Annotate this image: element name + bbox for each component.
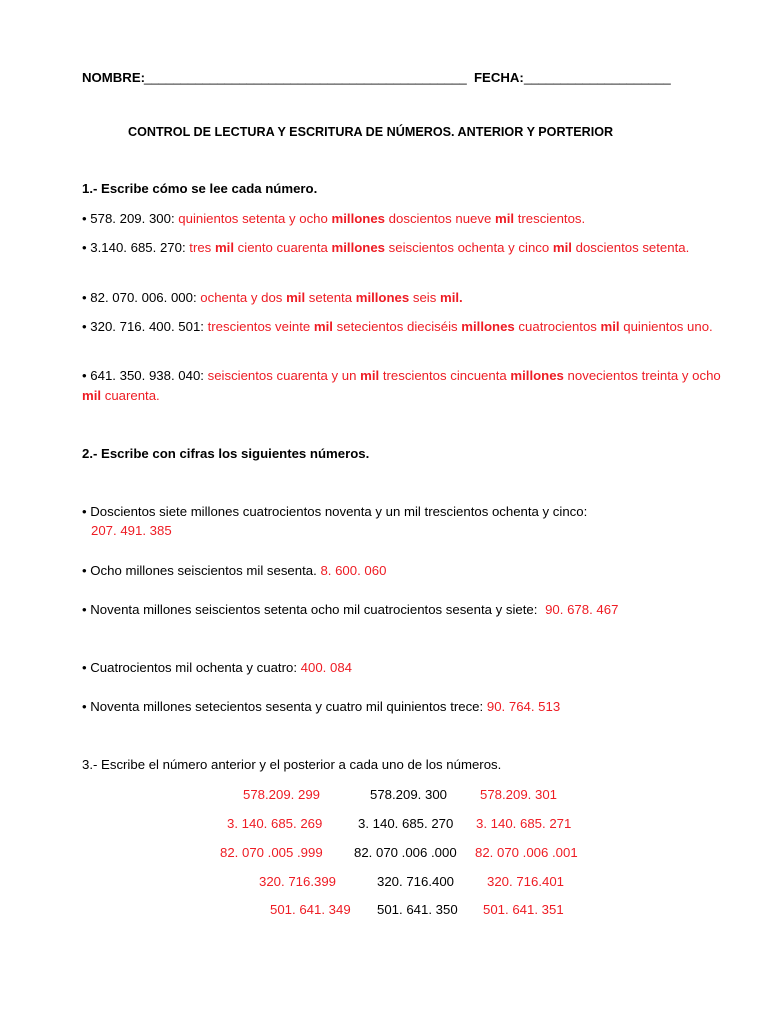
section2-item-3	[82, 602, 618, 617]
number-label: • 320. 716. 400. 501:	[82, 319, 204, 334]
item-text: Noventa millones seiscientos setenta ocho mil cuatrocientos sesenta y siete:	[90, 602, 538, 617]
answer-fragment: ochenta y dos	[200, 290, 287, 305]
answer-fragment: doscientos setenta.	[571, 240, 690, 255]
name-line[interactable]: ____________________________________________	[144, 70, 467, 85]
answer-keyword: mil.	[440, 290, 463, 305]
answer-fragment: ciento cuarenta	[234, 240, 332, 255]
row4-after: 320. 716.401	[487, 874, 565, 889]
row3-before: 82. 070 .005 .999	[220, 845, 323, 860]
answer-fragment: doscientos nueve	[385, 211, 495, 226]
item-text: Noventa millones setecientos sesenta y cuatro mil quinientos trece:	[90, 699, 484, 714]
section1-item-3	[82, 288, 732, 308]
answer-fragment: setecientos dieciséis	[332, 319, 462, 334]
answer-keyword: mil	[82, 388, 102, 403]
answer-keyword: millones	[331, 211, 386, 226]
answer-fragment: novecientos treinta y ocho	[563, 368, 721, 383]
item-answer: 90. 764. 513	[486, 699, 561, 714]
row2-number: 3. 140. 685. 270	[358, 816, 454, 831]
answer-fragment: cuarenta.	[101, 388, 160, 403]
reading-answer	[178, 211, 585, 226]
answer-fragment: trescientos cincuenta	[379, 368, 511, 383]
page-title: CONTROL DE LECTURA Y ESCRITURA DE NÚMEROS. ANTERIOR Y PORTERIOR	[128, 125, 614, 139]
answer-keyword: mil	[313, 319, 333, 334]
section2-item-5	[82, 699, 560, 714]
answer-keyword: mil	[360, 368, 380, 383]
answer-keyword: mil	[495, 211, 515, 226]
answer-fragment: tres	[189, 240, 215, 255]
reading-answer	[208, 319, 713, 334]
section2-item-2	[82, 563, 386, 578]
section1-heading: 1.- Escribe cómo se lee cada número.	[82, 181, 318, 196]
row1-number: 578.209. 300	[370, 787, 448, 802]
row3-number: 82. 070 .006 .000	[354, 845, 457, 860]
answer-fragment: seis	[409, 290, 440, 305]
section1-item-1	[82, 209, 732, 229]
answer-fragment: trescientos.	[514, 211, 586, 226]
section2-item-4	[82, 660, 352, 675]
answer-keyword: mil	[552, 240, 572, 255]
row4-number: 320. 716.400	[377, 874, 455, 889]
row2-before: 3. 140. 685. 269	[227, 816, 323, 831]
answer-keyword: mil	[214, 240, 234, 255]
row3-after: 82. 070 .006 .001	[475, 845, 578, 860]
date-label: FECHA:	[474, 70, 524, 85]
answer-keyword: millones	[510, 368, 564, 383]
answer-fragment: quinientos uno.	[619, 319, 713, 334]
answer-keyword: millones	[355, 290, 410, 305]
number-label: • 3.140. 685. 270:	[82, 240, 186, 255]
row2-after: 3. 140. 685. 271	[476, 816, 572, 831]
item-answer: 90. 678. 467	[545, 602, 619, 617]
answer-fragment: trescientos veinte	[207, 319, 314, 334]
row5-number: 501. 641. 350	[377, 902, 458, 917]
name-label: NOMBRE:	[82, 70, 146, 85]
number-label: • 641. 350. 938. 040:	[82, 368, 204, 383]
section1-item-4	[82, 317, 732, 337]
date-line[interactable]: ____________________	[524, 70, 671, 85]
answer-keyword: millones	[461, 319, 515, 334]
row1-before: 578.209. 299	[243, 787, 321, 802]
bullet: •	[82, 699, 91, 714]
item-answer: 8. 600. 060	[320, 563, 387, 578]
item-text: Ocho millones seiscientos mil sesenta.	[90, 563, 317, 578]
section3-heading: 3.- Escribe el número anterior y el posterior a cada uno de los números.	[82, 757, 502, 772]
item-text: Doscientos siete millones cuatrocientos noventa y un mil trescientos ochenta y cinco:	[90, 504, 588, 519]
answer-fragment: quinientos setenta y ocho	[178, 211, 332, 226]
answer-fragment: setenta	[305, 290, 356, 305]
answer-fragment: cuatrocientos	[514, 319, 601, 334]
bullet: •	[82, 660, 91, 675]
row4-before: 320. 716.399	[259, 874, 337, 889]
reading-answer	[189, 240, 689, 255]
row5-after: 501. 641. 351	[483, 902, 564, 917]
item-answer: 207. 491. 385	[91, 523, 172, 538]
reading-answer	[200, 290, 462, 305]
answer-fragment: seiscientos cuarenta y un	[207, 368, 361, 383]
answer-keyword: mil	[286, 290, 306, 305]
answer-fragment: seiscientos ochenta y cinco	[385, 240, 553, 255]
item-answer: 400. 084	[300, 660, 353, 675]
answer-keyword: millones	[331, 240, 386, 255]
section2-item-1	[82, 504, 587, 519]
answer-keyword: mil	[600, 319, 620, 334]
number-label: • 82. 070. 006. 000:	[82, 290, 197, 305]
section2-heading: 2.- Escribe con cifras los siguientes números.	[82, 446, 370, 461]
row1-after: 578.209. 301	[480, 787, 558, 802]
number-label: • 578. 209. 300:	[82, 211, 175, 226]
section1-item-5	[82, 366, 732, 406]
row5-before: 501. 641. 349	[270, 902, 351, 917]
section1-item-2	[82, 238, 732, 258]
item-text: Cuatrocientos mil ochenta y cuatro:	[90, 660, 297, 675]
bullet: •	[82, 563, 91, 578]
bullet: •	[82, 504, 91, 519]
bullet: •	[82, 602, 91, 617]
